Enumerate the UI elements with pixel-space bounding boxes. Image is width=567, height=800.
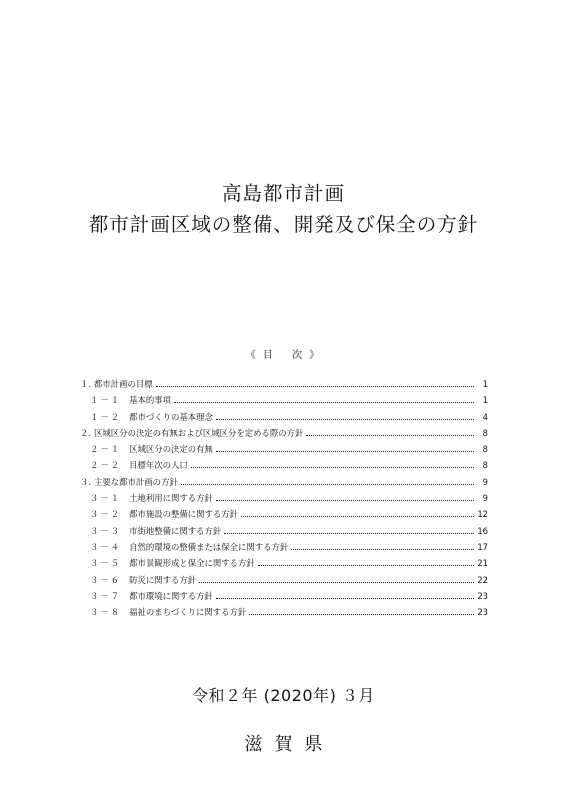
toc-entry-page: 8: [482, 444, 488, 455]
toc-entry-page: 8: [482, 427, 488, 438]
toc-entry[interactable]: [80, 441, 488, 457]
toc-entry[interactable]: [80, 457, 488, 473]
toc-entry-number: １.: [80, 379, 92, 389]
toc-entry-number: ３－７: [90, 590, 122, 601]
toc-entry-page: 22: [477, 574, 488, 585]
toc-entry-title: 都市環境に関する方針: [129, 590, 213, 601]
toc-entry[interactable]: [80, 490, 488, 506]
toc-entry-page: 1: [482, 379, 488, 389]
toc-leader-dots: [216, 419, 474, 420]
toc-entry-number: ３－５: [90, 558, 122, 569]
toc-entry-title: 区域区分の決定の有無: [129, 444, 213, 455]
toc-leader-dots: [216, 598, 474, 599]
toc-entry[interactable]: [80, 572, 488, 588]
toc-leader-dots: [191, 467, 474, 468]
toc-entry-page: 9: [482, 493, 488, 504]
toc-leader-dots: [291, 549, 474, 550]
toc-entry[interactable]: [80, 523, 488, 539]
toc-entry-number: １－１: [90, 395, 122, 406]
toc-entry[interactable]: [80, 376, 488, 392]
toc-leader-dots: [258, 565, 474, 566]
document-title: 高島都市計画: [221, 182, 345, 205]
toc-entry-page: 23: [477, 607, 488, 618]
toc-entry-title: 区域区分の決定の有無および区域区分を定める際の方針: [94, 427, 304, 438]
table-of-contents: [80, 376, 488, 620]
toc-entry-page: 8: [482, 460, 488, 471]
toc-entry[interactable]: [80, 588, 488, 604]
toc-entry[interactable]: [80, 392, 488, 408]
toc-entry-page: 1: [482, 395, 488, 406]
toc-entry-number: ３－６: [90, 574, 122, 585]
toc-entry[interactable]: [80, 604, 488, 620]
toc-entry-number: ３－８: [90, 607, 122, 618]
toc-entry-title: 基本的事項: [129, 395, 171, 406]
toc-entry-number: ２－２: [90, 460, 122, 471]
toc-entry-title: 福祉のまちづくりに関する方針: [129, 607, 247, 618]
toc-entry-number: ３.: [80, 476, 92, 487]
toc-leader-dots: [156, 386, 474, 387]
toc-entry-number: ３－４: [90, 541, 122, 552]
toc-leader-dots: [216, 500, 474, 501]
toc-entry-title: 市街地整備に関する方針: [129, 525, 222, 536]
toc-leader-dots: [249, 614, 474, 615]
toc-entry-title: 都市景観形成と保全に関する方針: [129, 558, 255, 569]
toc-entry-page: 4: [482, 411, 488, 422]
toc-leader-dots: [199, 582, 474, 583]
toc-entry-number: ３－２: [90, 509, 122, 520]
toc-leader-dots: [181, 484, 474, 485]
toc-entry-page: 23: [477, 590, 488, 601]
toc-entry[interactable]: [80, 539, 488, 555]
toc-entry-number: ３－３: [90, 525, 122, 536]
toc-leader-dots: [224, 533, 474, 534]
organization-name: 滋賀県: [244, 734, 335, 755]
toc-entry-number: １－２: [90, 411, 122, 422]
toc-entry-number: ２－１: [90, 444, 122, 455]
toc-entry-page: 9: [482, 476, 488, 487]
toc-entry[interactable]: [80, 555, 488, 571]
toc-leader-dots: [216, 451, 474, 452]
toc-entry[interactable]: [80, 474, 488, 490]
toc-entry-page: 12: [477, 509, 488, 520]
toc-entry-page: 21: [477, 558, 488, 569]
toc-entry[interactable]: [80, 506, 488, 522]
toc-entry-page: 17: [477, 541, 488, 552]
toc-entry-title: 都市づくりの基本理念: [129, 411, 213, 422]
toc-entry-title: 主要な都市計画の方針: [94, 476, 178, 487]
toc-leader-dots: [241, 516, 474, 517]
publication-date: 令和２年 (2020年) ３月: [192, 686, 375, 705]
toc-entry-title: 都市施設の整備に関する方針: [129, 509, 238, 520]
toc-entry-number: ３－１: [90, 493, 122, 504]
document-subtitle: 都市計画区域の整備、開発及び保全の方針: [88, 213, 479, 236]
toc-leader-dots: [174, 402, 474, 403]
toc-entry-title: 都市計画の目標: [94, 379, 153, 389]
toc-entry-title: 防災に関する方針: [129, 574, 197, 585]
toc-heading: 《 目 次 》: [245, 350, 322, 361]
toc-entry-number: ２.: [80, 427, 92, 438]
toc-entry-title: 土地利用に関する方針: [129, 493, 213, 504]
toc-entry[interactable]: [80, 409, 488, 425]
toc-entry-title: 自然的環境の整備または保全に関する方針: [129, 541, 289, 552]
toc-entry-page: 16: [477, 525, 488, 536]
toc-entry[interactable]: [80, 425, 488, 441]
toc-leader-dots: [306, 435, 474, 436]
toc-entry-title: 目標年次の人口: [129, 460, 188, 471]
